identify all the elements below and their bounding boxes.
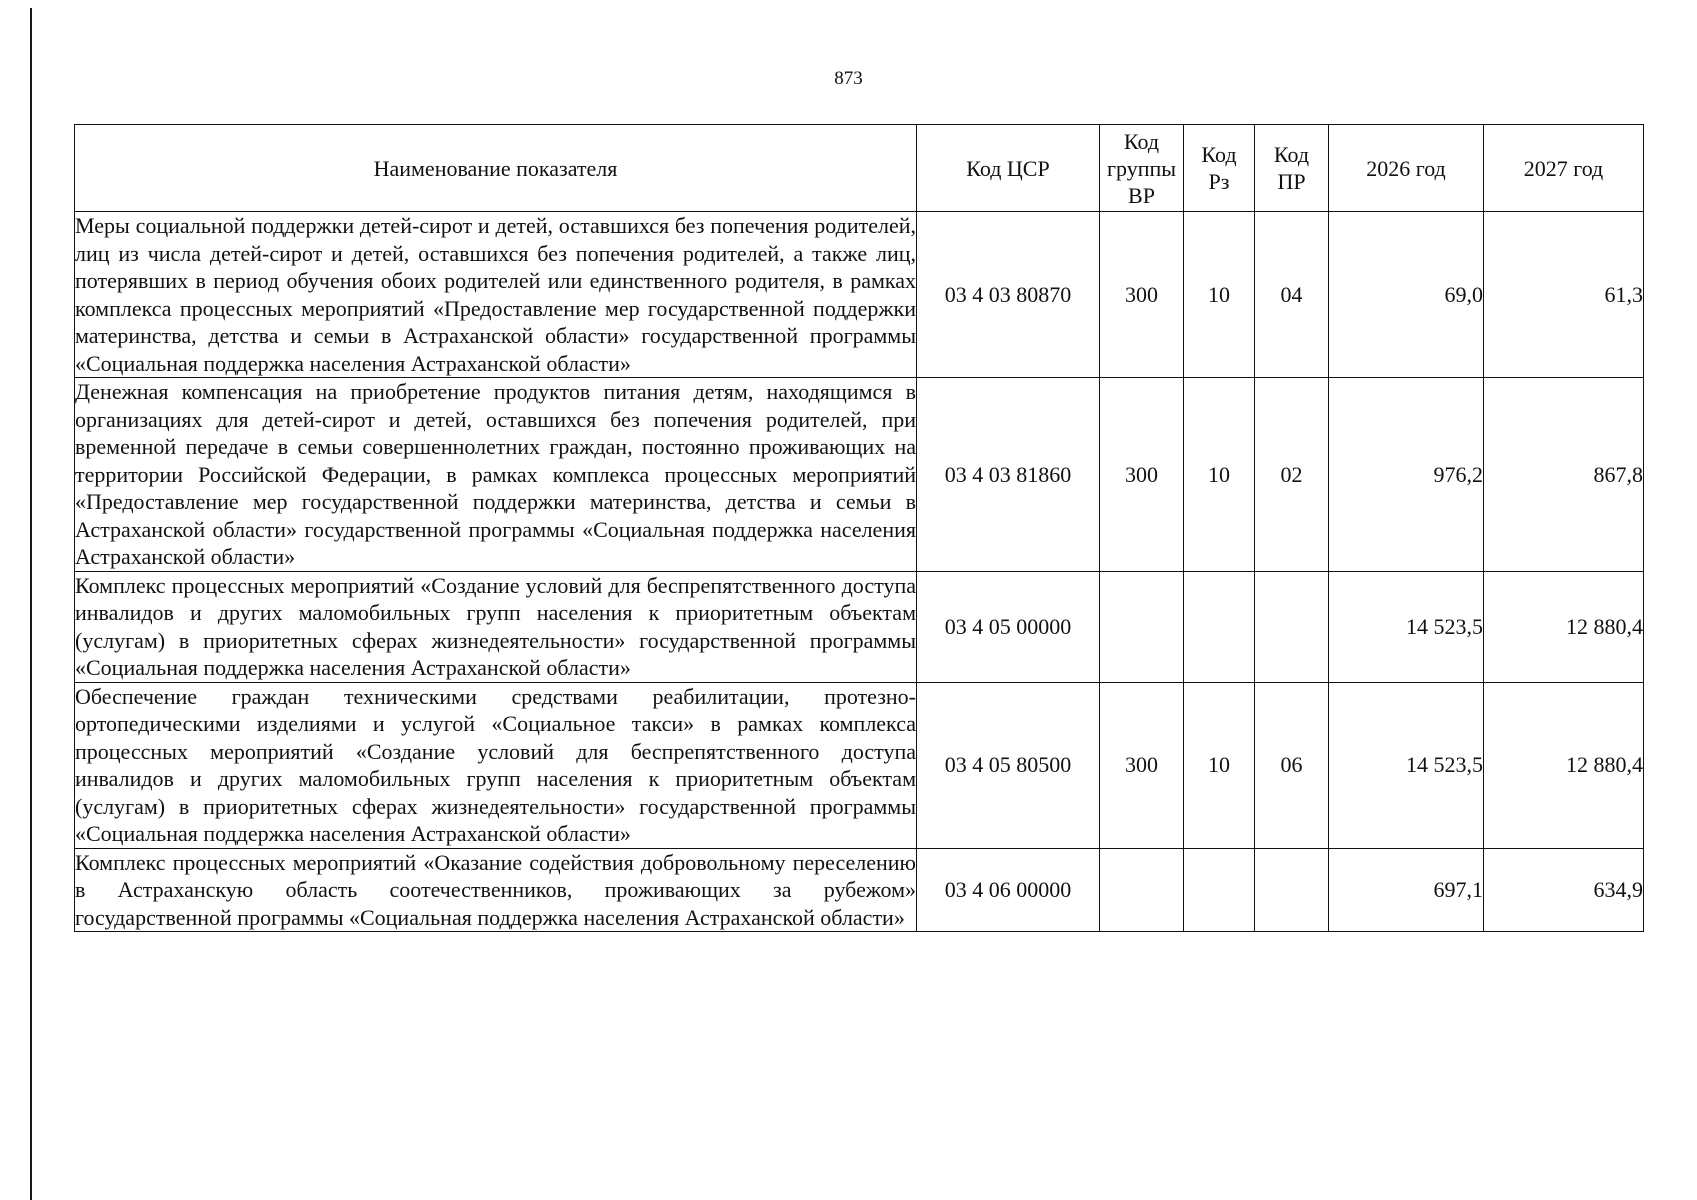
csr-code-cell: 03 4 05 00000 bbox=[917, 571, 1100, 682]
header-csr-code: Код ЦСР bbox=[917, 125, 1100, 212]
header-year-2026: 2026 год bbox=[1329, 125, 1484, 212]
vr-code-cell: 300 bbox=[1100, 378, 1184, 572]
pr-code-cell bbox=[1255, 571, 1329, 682]
indicator-name-cell: Меры социальной поддержки детей-сирот и детей, оставшихся без попечения родителей, лиц из числа детей-сирот и детей, оставшихся без попечения родителей, а также лиц, потерявших в период обучения обоих родителей или единственного родителя, в рамках комплекса процессных мероприятий «Предоставление мер государственной поддержки материнства, детства и семьи в Астраханской области» государственной программы «Социальная поддержка населения Астраханской области» bbox=[75, 213, 916, 376]
table-row bbox=[75, 378, 1644, 572]
amount-2027-cell: 12 880,4 bbox=[1484, 682, 1644, 848]
csr-code-cell: 03 4 03 81860 bbox=[917, 378, 1100, 572]
table-row bbox=[75, 212, 1644, 378]
vr-code-cell bbox=[1100, 848, 1184, 932]
rz-code-cell: 10 bbox=[1184, 682, 1255, 848]
amount-2027-cell: 867,8 bbox=[1484, 378, 1644, 572]
indicator-name-cell: Денежная компенсация на приобретение продуктов питания детям, находящимся в организациях для детей-сирот и детей, оставшихся без попечения родителей, при временной передаче в семьи совершеннолетних граждан, постоянно проживающих на территории Российской Федерации, в рамках комплекса процессных мероприятий «Предоставление мер государственной поддержки материнства, детства и семьи в Астраханской области» государственной программы «Социальная поддержка населения Астраханской области» bbox=[75, 379, 916, 569]
rz-code-cell bbox=[1184, 848, 1255, 932]
table-row bbox=[75, 848, 1644, 932]
indicator-name-cell: Обеспечение граждан техническими средствами реабилитации, протезно-ортопедическими изделиями и услугой «Социальное такси» в рамках комплекса процессных мероприятий «Создание условий для беспрепятственного доступа инвалидов и других маломобильных групп населения к приоритетным объектам (услугам) в приоритетных сферах жизнедеятельности» государственной программы «Социальная поддержка населения Астраханской области» bbox=[75, 683, 916, 846]
amount-2027-cell: 61,3 bbox=[1484, 212, 1644, 378]
table-row bbox=[75, 571, 1644, 682]
amount-2026-cell: 976,2 bbox=[1329, 378, 1484, 572]
pr-code-cell: 02 bbox=[1255, 378, 1329, 572]
pr-code-cell bbox=[1255, 848, 1329, 932]
amount-2027-cell: 634,9 bbox=[1484, 848, 1644, 932]
page-number: 873 bbox=[834, 68, 863, 89]
header-pr-code: Код ПР bbox=[1255, 125, 1329, 212]
csr-code-cell: 03 4 06 00000 bbox=[917, 848, 1100, 932]
vr-code-cell: 300 bbox=[1100, 212, 1184, 378]
header-year-2027: 2027 год bbox=[1484, 125, 1644, 212]
pr-code-cell: 06 bbox=[1255, 682, 1329, 848]
rz-code-cell bbox=[1184, 571, 1255, 682]
header-rz-code: Код Рз bbox=[1184, 125, 1255, 212]
amount-2026-cell: 69,0 bbox=[1329, 212, 1484, 378]
amount-2027-cell: 12 880,4 bbox=[1484, 571, 1644, 682]
header-indicator-name: Наименование показателя bbox=[75, 125, 917, 212]
rz-code-cell: 10 bbox=[1184, 212, 1255, 378]
binding-margin-line bbox=[30, 8, 32, 1200]
rz-code-cell: 10 bbox=[1184, 378, 1255, 572]
vr-code-cell bbox=[1100, 571, 1184, 682]
csr-code-cell: 03 4 05 80500 bbox=[917, 682, 1100, 848]
indicator-name-cell: Комплекс процессных мероприятий «Оказание содействия добровольному переселению в Астраханскую область соотечественников, проживающих за рубежом» государственной программы «Социальная поддержка населения Астраханской области» bbox=[75, 849, 916, 930]
indicator-name-cell: Комплекс процессных мероприятий «Создание условий для беспрепятственного доступа инвалидов и других маломобильных групп населения к приоритетным объектам (услугам) в приоритетных сферах жизнедеятельности» государственной программы «Социальная поддержка населения Астраханской области» bbox=[75, 572, 916, 680]
vr-code-cell: 300 bbox=[1100, 682, 1184, 848]
amount-2026-cell: 14 523,5 bbox=[1329, 571, 1484, 682]
pr-code-cell: 04 bbox=[1255, 212, 1329, 378]
amount-2026-cell: 14 523,5 bbox=[1329, 682, 1484, 848]
budget-table bbox=[74, 124, 1644, 932]
csr-code-cell: 03 4 03 80870 bbox=[917, 212, 1100, 378]
table-header-row bbox=[75, 125, 1644, 212]
table-row bbox=[75, 682, 1644, 848]
header-vr-group-code: Код группы ВР bbox=[1100, 125, 1184, 212]
amount-2026-cell: 697,1 bbox=[1329, 848, 1484, 932]
